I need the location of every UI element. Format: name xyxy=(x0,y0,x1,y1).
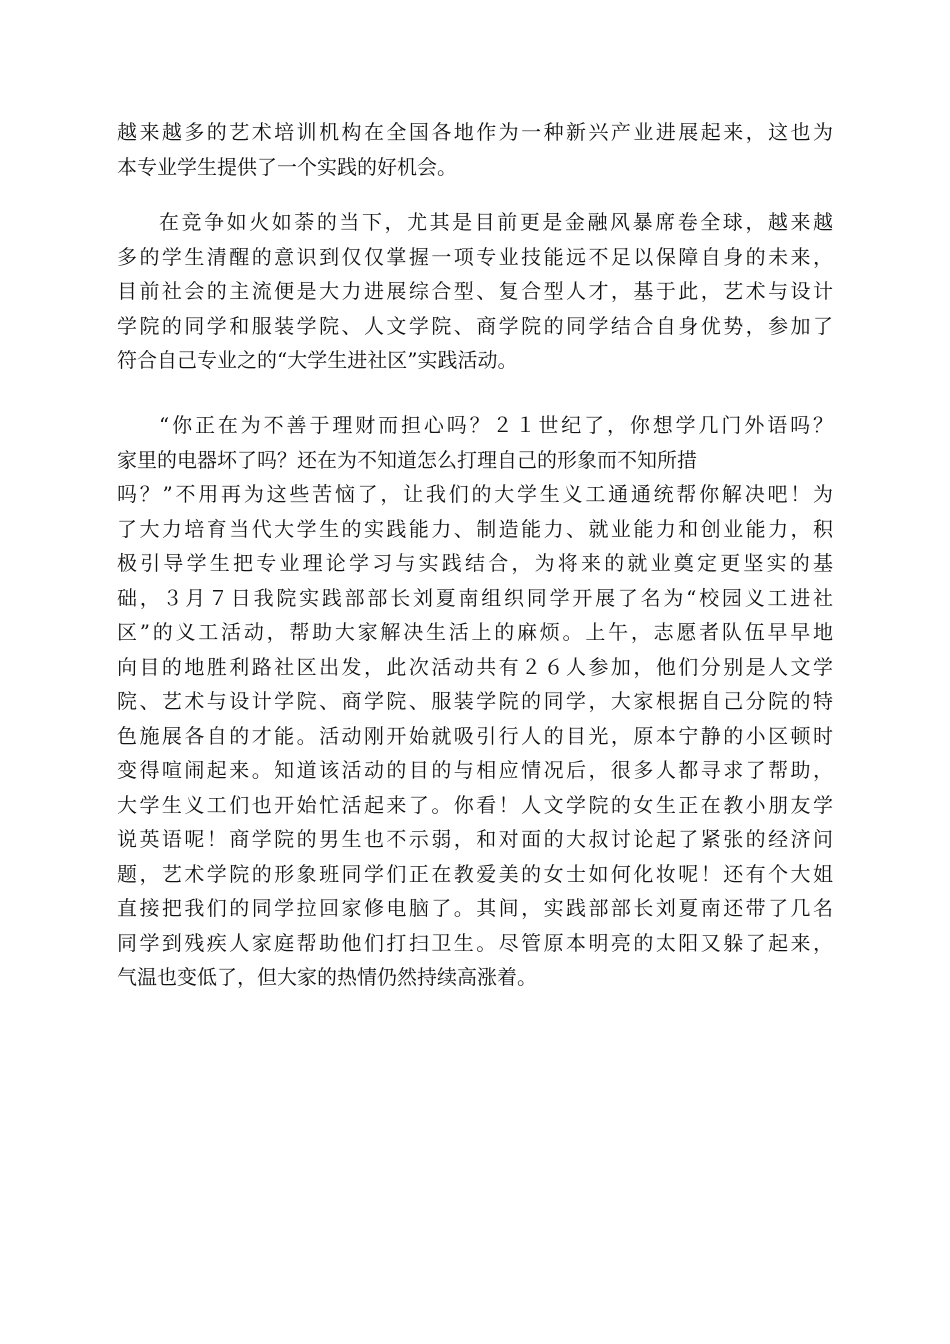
text-line: 院、艺术与设计学院、商学院、服装学院的同学，大家根据自己分院的特 xyxy=(117,689,833,713)
text-line: 多的学生清醒的意识到仅仅掌握一项专业技能远不足以保障自身的未来， xyxy=(117,244,833,269)
text-line: 在竞争如火如荼的当下，尤其是目前更是金融风暴席卷全球，越来越 xyxy=(159,210,833,234)
text-line: 了大力培育当代大学生的实践能力、制造能力、就业能力和创业能力，积 xyxy=(117,516,833,541)
text-line: 本专业学生提供了一个实践的好机会。 xyxy=(117,154,457,179)
text-line: 气温也变低了，但大家的热情仍然持续高涨着。 xyxy=(117,965,537,989)
text-line: 向目的地胜利路社区出发，此次活动共有２６人参加，他们分别是人文学 xyxy=(117,654,833,679)
text-line: 大学生义工们也开始忙活起来了。你看！人文学院的女生正在教小朋友学 xyxy=(117,792,833,817)
paragraph-3 xyxy=(117,408,833,995)
text-line: 础，３月７日我院实践部部长刘夏南组织同学开展了名为“校园义工进社 xyxy=(117,585,833,610)
text-line: 家里的电器坏了吗？还在为不知道怎么打理自己的形象而不知所措 xyxy=(117,447,697,472)
text-line: 变得喧闹起来。知道该活动的目的与相应情况后，很多人都寻求了帮助， xyxy=(117,758,833,782)
text-line: 符合自己专业之的“大学生进社区”实践活动。 xyxy=(117,348,518,372)
text-line: 越来越多的艺术培训机构在全国各地作为一种新兴产业进展起来，这也为 xyxy=(117,120,833,144)
text-line: 目前社会的主流便是大力进展综合型、复合型人才，基于此，艺术与设计 xyxy=(117,279,833,303)
paragraph-2 xyxy=(117,205,833,378)
text-line: 题，艺术学院的形象班同学们正在教爱美的女士如何化妆呢！还有个大姐 xyxy=(117,861,833,886)
text-line: 说英语呢！商学院的男生也不示弱，和对面的大叔讨论起了紧张的经济问 xyxy=(117,827,833,851)
text-line: 极引导学生把专业理论学习与实践结合，为将来的就业奠定更坚实的基 xyxy=(117,551,833,575)
text-line: “你正在为不善于理财而担心吗？２１世纪了，你想学几门外语吗？ xyxy=(159,413,833,437)
text-line: 学院的同学和服装学院、人文学院、商学院的同学结合自身优势，参加了 xyxy=(117,313,833,338)
text-line: 同学到残疾人家庭帮助他们打扫卫生。尽管原本明亮的太阳又躲了起来， xyxy=(117,930,833,955)
text-line: 直接把我们的同学拉回家修电脑了。其间，实践部部长刘夏南还带了几名 xyxy=(117,896,833,920)
text-line: 吗？”不用再为这些苦恼了，让我们的大学生义工通通统帮你解决吧！为 xyxy=(117,482,833,506)
paragraph-1 xyxy=(117,115,833,184)
text-line: 区”的义工活动，帮助大家解决生活上的麻烦。上午，志愿者队伍早早地 xyxy=(117,620,833,644)
text-line: 色施展各自的才能。活动刚开始就吸引行人的目光，原本宁静的小区顿时 xyxy=(117,723,833,748)
